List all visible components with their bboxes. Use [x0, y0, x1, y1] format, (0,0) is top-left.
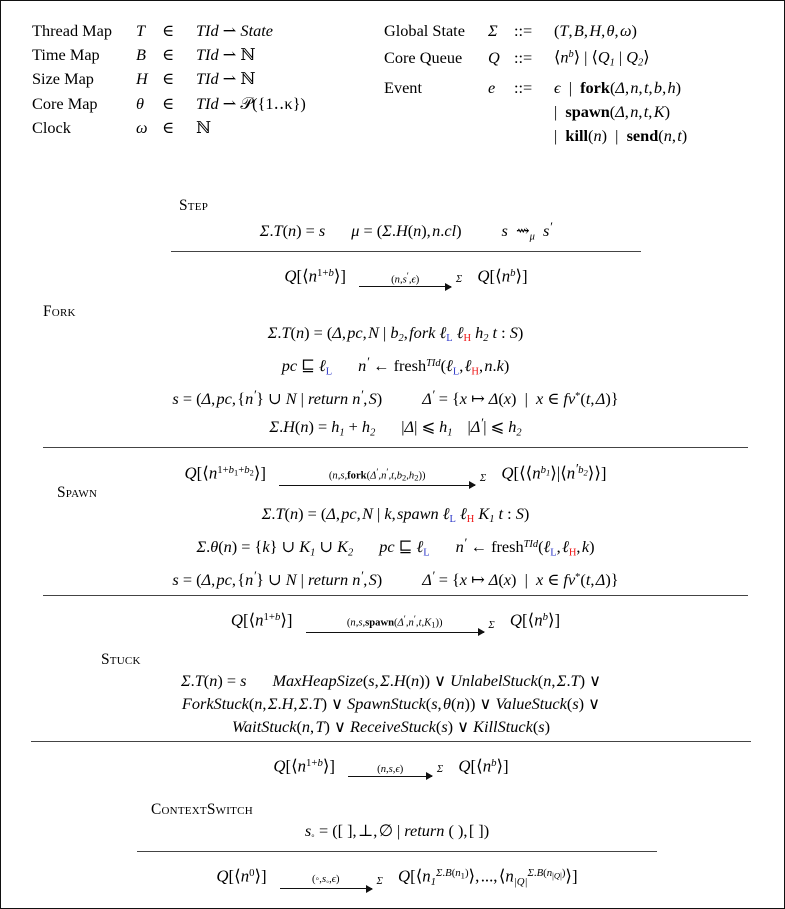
premise-line: ForkStuck(n, Σ.H, Σ.T) ∨ SpawnStuck(s, θ(n)) ∨ ValueStuck(s) ∨	[181, 694, 601, 713]
grammar-row-core-map	[32, 92, 384, 116]
arrow-shaft	[280, 888, 372, 889]
rule-stuck	[31, 651, 751, 782]
grammar-op-core-map: ∈	[162, 93, 175, 113]
grammar-def-core-queue: $⟨n^b⟩$ | $⟨Q_1$ | $Q_2⟩$	[554, 47, 650, 69]
premise-line: pc ⊑ ℓL n′ ← fresh$^{TId}$(ℓL, ℓH, n.k)	[281, 354, 510, 378]
transition-arrow-stuck	[348, 763, 444, 777]
grammar-symbol-event: e	[488, 77, 496, 97]
grammar-name-event: Event	[384, 77, 422, 97]
grammar-row-time-map	[32, 43, 384, 67]
grammar-row-clock	[32, 116, 384, 140]
grammar-symbol-clock: ω	[136, 117, 148, 137]
premise-line: s = (Δ, pc, {n′} ∪ N | return n′, S) Δ′ = {x ↦ Δ(x) | x ∈ fv*(t, Δ)}	[172, 387, 619, 409]
grammar-row-core-queue	[384, 43, 758, 76]
grammar-name-core-map: Core Map	[32, 93, 98, 113]
grammar-column-right	[384, 19, 758, 149]
rule-name-fork: Fork	[43, 303, 76, 320]
arrow-label-stuck: (n,s,ϵ)	[377, 763, 404, 775]
grammar-name-global-state: Global State	[384, 21, 465, 40]
rule-premises-contextswitch	[137, 819, 657, 848]
grammar-def-thread-map: TId ⇀ State	[196, 21, 273, 40]
arrow-shaft	[359, 286, 451, 287]
premise-line: Σ.T(n) = (Δ, pc, N | $b_2$, fork ℓL ℓH $h_2$ t : S)	[267, 323, 524, 345]
grammar-op-event: ::=	[514, 77, 533, 97]
grammar-name-clock: Clock	[32, 117, 71, 137]
rule-name-step: Step	[179, 197, 209, 214]
premise-line: Σ.T(n) = (Δ, pc, N | k, spawn ℓL ℓH $K_1$ t : S)	[261, 504, 530, 526]
rule-premises-stuck	[31, 669, 751, 738]
arrow-subscript-fork: Σ	[479, 472, 487, 484]
grammar-def-event: ϵ | fork(Δ, n, t, b, h)	[554, 77, 682, 97]
grammar-block	[32, 19, 758, 149]
inference-bar-stuck	[31, 741, 751, 742]
rule-conclusion-stuck: $Q[⟨n^{1+b}⟩]$ (n,s,ϵ) Σ $Q[⟨n^b⟩]$	[31, 744, 751, 782]
grammar-symbol-core-map: θ	[136, 93, 144, 113]
grammar-name-thread-map: Thread Map	[32, 21, 113, 40]
rule-conclusion-contextswitch: $Q[⟨n^0⟩]$ $(◦,s_◦,\epsilon)$ Σ $Q[⟨n_1^{\Sigma.B(n_1)}⟩$, ..., $⟨n_{|Q|}^{\Sigma.B(n_{|Q|})}⟩$]	[137, 854, 657, 897]
grammar-def-clock: ℕ	[196, 117, 211, 137]
grammar-symbol-thread-map: T	[136, 21, 146, 40]
rule-contextswitch	[137, 801, 657, 897]
transition-arrow-step	[359, 270, 463, 287]
grammar-op-clock: ∈	[162, 117, 175, 137]
rule-name-spawn: Spawn	[57, 484, 98, 501]
inference-bar-spawn	[43, 595, 748, 596]
arrow-subscript-step: Σ	[455, 273, 463, 285]
grammar-name-time-map: Time Map	[32, 45, 100, 65]
grammar-op-core-queue: ::=	[514, 47, 533, 67]
grammar-row-thread-map	[32, 19, 384, 43]
arrow-subscript-contextswitch: Σ	[376, 876, 383, 888]
rule-conclusion-step: $Q[⟨n^{1+b}⟩]$ (n,s′,ϵ) Σ $Q[⟨n^b⟩]$	[171, 254, 641, 292]
grammar-op-size-map: ∈	[162, 69, 175, 89]
arrow-label-fork: $(n,s,fork(\Delta',n',t,b_2,h_2))$	[328, 467, 426, 483]
premise-line: WaitStuck(n, T) ∨ ReceiveStuck(s) ∨ KillStuck(s)	[231, 717, 551, 736]
grammar-def-event-kill-send: | kill(n) | send(n, t)	[554, 126, 688, 146]
arrow-label-contextswitch: $(◦,s_◦,\epsilon)$	[312, 873, 340, 887]
grammar-symbol-time-map: B	[136, 45, 146, 65]
grammar-symbol-size-map: H	[136, 69, 148, 89]
grammar-def-event-spawn: | spawn(Δ, n, t, K)	[554, 102, 671, 122]
grammar-op-global-state: ::=	[514, 21, 533, 40]
premise-line: Σ.T(n) = s MaxHeapSize(s, Σ.H(n)) ∨ UnlabelStuck(n, Σ.T) ∨	[180, 671, 602, 690]
rule-conclusion-fork: $Q[⟨n^{1+b_1+b_2}⟩]$ $(n,s,fork(\Delta',n',t,b_2,h_2))$ Σ $Q[⟨⟨n^{b_1}⟩|⟨n^{'b_2}⟩⟩]$	[43, 450, 748, 488]
rule-name-contextswitch: ContextSwitch	[151, 801, 253, 818]
premise-line: s◦ = ([ ], ⊥, ∅ | return ( ), [ ])	[304, 821, 490, 843]
arrow-label-step: (n,s′,ϵ)	[391, 270, 420, 285]
rule-step	[171, 197, 641, 292]
grammar-row-event-cont-2	[384, 124, 758, 148]
grammar-row-event	[384, 76, 758, 100]
arrow-label-spawn: $(n,s,spawn(\Delta',n',t,K_1))$	[346, 613, 443, 630]
grammar-def-core-map: TId ⇀ 𝒫({1‥κ})	[196, 93, 306, 113]
arrow-shaft	[348, 776, 432, 777]
premise-line: s = (Δ, pc, {n′} ∪ N | return n′, S) Δ′ = {x ↦ Δ(x) | x ∈ fv*(t, Δ)}	[172, 568, 619, 590]
rule-premises-step	[171, 215, 641, 248]
rule-fork	[43, 303, 748, 488]
grammar-def-global-state: (T, B, H, θ, ω)	[554, 21, 637, 40]
grammar-row-size-map	[32, 67, 384, 91]
arrow-subscript-stuck: Σ	[436, 763, 444, 775]
grammar-column-left	[32, 19, 384, 149]
grammar-def-time-map: TId ⇀ ℕ	[196, 45, 256, 65]
grammar-op-time-map: ∈	[162, 45, 175, 65]
arrow-subscript-spawn: Σ	[488, 619, 495, 631]
grammar-row-global-state	[384, 19, 758, 43]
grammar-def-size-map: TId ⇀ ℕ	[196, 69, 256, 89]
inference-bar-step	[171, 251, 641, 252]
premise-line: Σ.T(n) = s μ = (Σ.H(n), n.cl) s $⇝_\mu$ s′	[259, 219, 553, 243]
rule-spawn	[43, 484, 748, 635]
rule-premises-spawn	[43, 502, 748, 592]
arrow-shaft	[306, 632, 484, 633]
premise-line: $\Sigma.H(n) = h_1 + h_2$ |Δ| ⩽ $h_1$ |Δ′| ⩽ $h_2$	[269, 414, 522, 438]
grammar-symbol-core-queue: Q	[488, 47, 500, 67]
inference-bar-fork	[43, 447, 748, 448]
transition-arrow-contextswitch	[280, 873, 383, 889]
grammar-op-thread-map: ∈	[162, 21, 175, 40]
inference-bar-contextswitch	[137, 851, 657, 852]
grammar-name-size-map: Size Map	[32, 69, 94, 89]
grammar-symbol-global-state: Σ	[488, 21, 498, 40]
rule-name-stuck: Stuck	[101, 651, 141, 668]
transition-arrow-spawn	[306, 613, 495, 633]
grammar-name-core-queue: Core Queue	[384, 47, 463, 67]
rule-premises-fork	[43, 321, 748, 444]
premise-line: Σ.θ(n) = {k} ∪ $K_1$ ∪ $K_2$ pc ⊑ ℓL n′ ← fresh$^{TId}$(ℓL, ℓH, k)	[196, 535, 595, 559]
grammar-row-event-cont-1	[384, 100, 758, 124]
transition-arrow-fork	[279, 467, 487, 486]
rule-conclusion-spawn: $Q[⟨n^{1+b}⟩]$ $(n,s,spawn(\Delta',n',t,K_1))$ Σ $Q[⟨n^b⟩]$	[43, 598, 748, 636]
